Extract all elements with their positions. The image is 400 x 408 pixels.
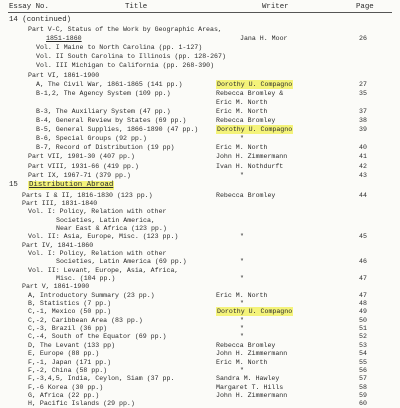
entry-writer: Eric M. North (216, 291, 268, 299)
entry-title: D, The Levant (133 pp) (28, 341, 116, 349)
entry-title: Parts I & II, 1816-1830 (123 pp.) (22, 191, 153, 199)
entry-writer: Rebecca Bromley & (216, 89, 284, 97)
entry-page: 60 (359, 400, 367, 408)
entry-page: 46 (359, 258, 367, 266)
essay-15-title: Distribution Abroad (29, 181, 114, 189)
entry-title: Societies, Latin America, (56, 216, 155, 224)
entry-row (0, 34, 400, 43)
header-rule (8, 12, 392, 13)
entry-writer: John H. Zimmermann (216, 153, 288, 161)
entry-title: Part VII, 1901-30 (407 pp.) (28, 153, 135, 161)
entry-writer: John H. Zimmermann (216, 391, 288, 399)
entry-writer: Rebecca Bromley (216, 191, 276, 199)
entry-title: F,-6 Korea (30 pp.) (28, 383, 104, 391)
entry-page: 54 (359, 350, 367, 358)
entry-writer: Ivan H. Nothdurft (216, 162, 284, 170)
entry-page: 56 (359, 366, 367, 374)
entry-page: 45 (359, 233, 367, 241)
entry-page: 26 (359, 35, 367, 43)
entry-page: 47 (359, 275, 367, 282)
entry-title: Part VI, 1861-1900 (28, 71, 100, 79)
entry-writer: Dorothy U. Compagno (217, 126, 293, 134)
entry-page: 47 (359, 291, 367, 299)
entry-row (0, 399, 400, 408)
entry-title: B-3, The Auxiliary System (47 pp.) (36, 107, 171, 115)
entry-title: Part V-C, Status of the Work by Geographic Areas, (28, 26, 222, 33)
entry-page: 40 (359, 144, 367, 152)
entry-writer: Dorothy U. Compagno (217, 308, 293, 316)
essay-15-number: 15 (9, 181, 18, 189)
entry-title: Part VIII, 1931-66 (419 pp.) (28, 162, 139, 170)
entry-title: Societies, Latin America (69 pp.) (56, 258, 187, 266)
entry-writer: " (240, 258, 244, 266)
entry-title: Near East & Africa (123 pp.) (56, 224, 167, 232)
entry-title: G, Africa (22 pp.) (28, 391, 100, 399)
entry-row (0, 89, 400, 98)
entry-title: Vol. III Michigan to California (pp. 268-390) (36, 62, 215, 70)
entry-title: E, Europe (88 pp.) (28, 350, 100, 358)
entry-title: Vol. I: Policy, Relation with other (28, 208, 167, 216)
entry-title: 1851-1860 (46, 35, 82, 43)
entry-writer: Jana H. Moor (240, 35, 288, 43)
entry-row (0, 125, 400, 134)
entry-writer: Eric M. North (216, 107, 268, 115)
entry-title: B-5, General Supplies, 1866-1890 (47 pp.) (36, 126, 199, 134)
entry-writer: " (240, 135, 244, 143)
entry-page: 44 (359, 191, 367, 199)
essay-15-heading (0, 181, 400, 190)
entry-title: A, The Civil War, 1861-1865 (141 pp.) (36, 80, 183, 88)
entry-writer: Eric M. North (216, 98, 268, 106)
entry-title: C,-1, Mexico (50 pp.) (28, 308, 112, 316)
entry-row (0, 143, 400, 152)
entry-page: 59 (359, 391, 367, 399)
entry-title: Part V, 1861-1900 (22, 283, 90, 291)
entry-page: 53 (359, 341, 367, 349)
entry-row (0, 134, 400, 143)
entry-writer: " (240, 300, 244, 308)
entry-writer: " (240, 171, 244, 179)
entry-page: 58 (359, 383, 367, 391)
entry-page: 48 (359, 300, 367, 308)
entry-title: Part III, 1831-1840 (22, 199, 98, 207)
entry-title: B, Statistics (7 pp.) (28, 300, 112, 308)
entry-title: F,-3,4,5, India, Ceylon, Siam (37 pp. (28, 375, 175, 383)
entry-title: F,-1, Japan (171 pp.) (28, 358, 112, 366)
entry-row (0, 71, 400, 80)
entry-writer: Rebecca Bromley (216, 117, 276, 124)
entry-title: Vol. II South Carolina to Illinois (pp. 128-267) (36, 53, 226, 61)
header-writer: Writer (262, 3, 289, 11)
entry-page: 43 (359, 171, 367, 179)
entry-title: Vol. I Maine to North Carolina (pp. 1-127) (36, 44, 203, 52)
entry-writer: Eric M. North (216, 358, 268, 366)
entry-title: B-6, Special Groups (92 pp.) (36, 135, 147, 143)
continued-row (0, 16, 400, 25)
entry-writer: " (240, 316, 244, 324)
entry-row (0, 152, 400, 161)
entry-page: 38 (359, 117, 367, 124)
entry-title: F,-2, China (58 pp.) (28, 366, 108, 374)
entry-writer: Sandra M. Hawley (216, 375, 280, 383)
entry-title: Vol. I: Policy, Relation with other (28, 249, 167, 257)
header-essay-no: Essay No. (9, 3, 49, 11)
entry-writer: Eric M. North (216, 144, 268, 152)
entry-page: 57 (359, 375, 367, 383)
header-page: Page (356, 3, 374, 11)
continued-label: 14 (continued) (9, 16, 72, 24)
entry-page: 42 (359, 162, 367, 170)
entry-page: 39 (359, 126, 367, 134)
entry-row (0, 43, 400, 52)
entry-page: 27 (359, 80, 367, 88)
entry-writer: Margaret T. Hills (216, 383, 284, 391)
entry-page: 37 (359, 107, 367, 115)
entry-row (0, 162, 400, 171)
entry-writer: " (240, 366, 244, 374)
entry-writer: Dorothy U. Compagno (217, 80, 293, 88)
entry-title: B-1,2, The Agency System (109 pp.) (36, 89, 171, 97)
entry-page: 55 (359, 358, 367, 366)
entry-row (0, 107, 400, 116)
entry-writer: " (240, 233, 244, 241)
entry-title: B-4, General Review by States (69 pp.) (36, 117, 187, 124)
entry-writer: " (240, 275, 244, 282)
entry-page: 49 (359, 308, 367, 316)
entry-page: 51 (359, 325, 367, 333)
entry-writer: " (240, 325, 244, 333)
entry-title: C,-4, South of the Equator (69 pp.) (28, 333, 167, 341)
entry-row (0, 98, 400, 107)
entry-row (0, 61, 400, 70)
entry-title: H, Pacific Islands (29 pp.) (28, 400, 135, 408)
entry-title: C,-3, Brazil (36 pp) (28, 325, 108, 333)
entry-title: Vol. II: Levant, Europe, Asia, Africa, (28, 266, 179, 274)
entry-writer: " (240, 333, 244, 341)
entry-title: B-7, Record of Distribution (19 pp) (36, 144, 175, 152)
entry-page: 50 (359, 316, 367, 324)
entry-writer: Rebecca Bromley (216, 341, 276, 349)
entry-title: Part IX, 1967-71 (379 pp.) (28, 171, 131, 179)
header-title: Title (125, 3, 148, 11)
entry-row (0, 52, 400, 61)
entry-title: Vol. II: Asia, Europe, Misc. (123 pp.) (28, 233, 179, 241)
entry-writer: John H. Zimmermann (216, 350, 288, 358)
entry-row (0, 171, 400, 180)
entry-row (0, 25, 400, 34)
entry-row (0, 116, 400, 125)
entry-row (0, 80, 400, 89)
entry-title: C,-2, Caribbean Area (83 pp.) (28, 316, 143, 324)
entry-title: Misc. (104 pp.) (56, 275, 116, 282)
entry-page: 35 (359, 89, 367, 97)
entry-title: Part IV, 1841-1860 (22, 241, 94, 249)
entry-title: A, Introductory Summary (23 pp.) (28, 291, 155, 299)
entry-page: 41 (359, 153, 367, 161)
entry-page: 52 (359, 333, 367, 341)
